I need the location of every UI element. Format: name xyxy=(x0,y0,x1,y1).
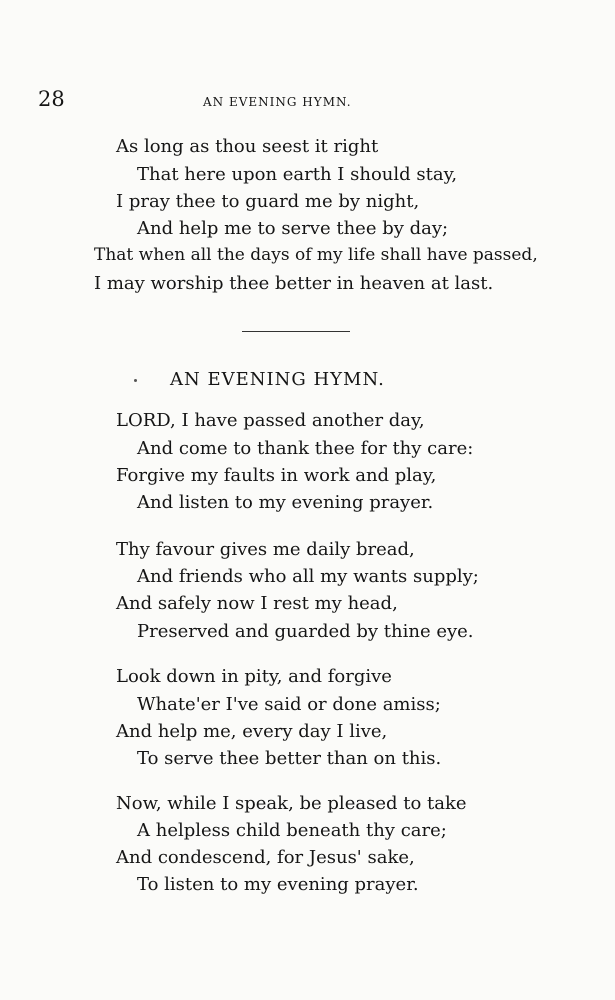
poem-line: That here upon earth I should stay, xyxy=(137,164,458,185)
section-divider xyxy=(242,331,350,332)
hymn-line: A helpless child beneath thy care; xyxy=(137,820,447,841)
printer-mark xyxy=(134,379,137,382)
hymn-line: Forgive my faults in work and play, xyxy=(116,465,437,486)
hymn-line: Thy favour gives me daily bread, xyxy=(116,539,415,560)
poem-line: I pray thee to guard me by night, xyxy=(116,191,420,212)
hymn-line: Now, while I speak, be pleased to take xyxy=(116,793,467,814)
poem-line: That when all the days of my life shall have passed, xyxy=(94,245,538,265)
hymn-line: And listen to my evening prayer. xyxy=(137,492,434,513)
hymn-line: And help me, every day I live, xyxy=(116,721,388,742)
poem-line: As long as thou seest it right xyxy=(116,136,379,157)
hymn-title: AN EVENING HYMN. xyxy=(170,369,385,390)
hymn-line: Preserved and guarded by thine eye. xyxy=(137,621,474,642)
poem-line: I may worship thee better in heaven at last. xyxy=(94,273,494,294)
hymn-line: And friends who all my wants supply; xyxy=(137,566,479,587)
hymn-line: And condescend, for Jesus' sake, xyxy=(116,847,415,868)
poem-line: And help me to serve thee by day; xyxy=(137,218,449,239)
hymn-line: Look down in pity, and forgive xyxy=(116,666,392,687)
running-title: AN EVENING HYMN. xyxy=(203,95,352,109)
hymn-line: And safely now I rest my head, xyxy=(116,593,398,614)
hymn-line: To serve thee better than on this. xyxy=(137,748,442,769)
page-number: 28 xyxy=(38,87,65,111)
hymn-line: Whate'er I've said or done amiss; xyxy=(137,694,441,715)
hymn-line: LORD, I have passed another day, xyxy=(116,410,425,431)
hymn-line: To listen to my evening prayer. xyxy=(137,874,419,895)
hymn-line: And come to thank thee for thy care: xyxy=(137,438,474,459)
